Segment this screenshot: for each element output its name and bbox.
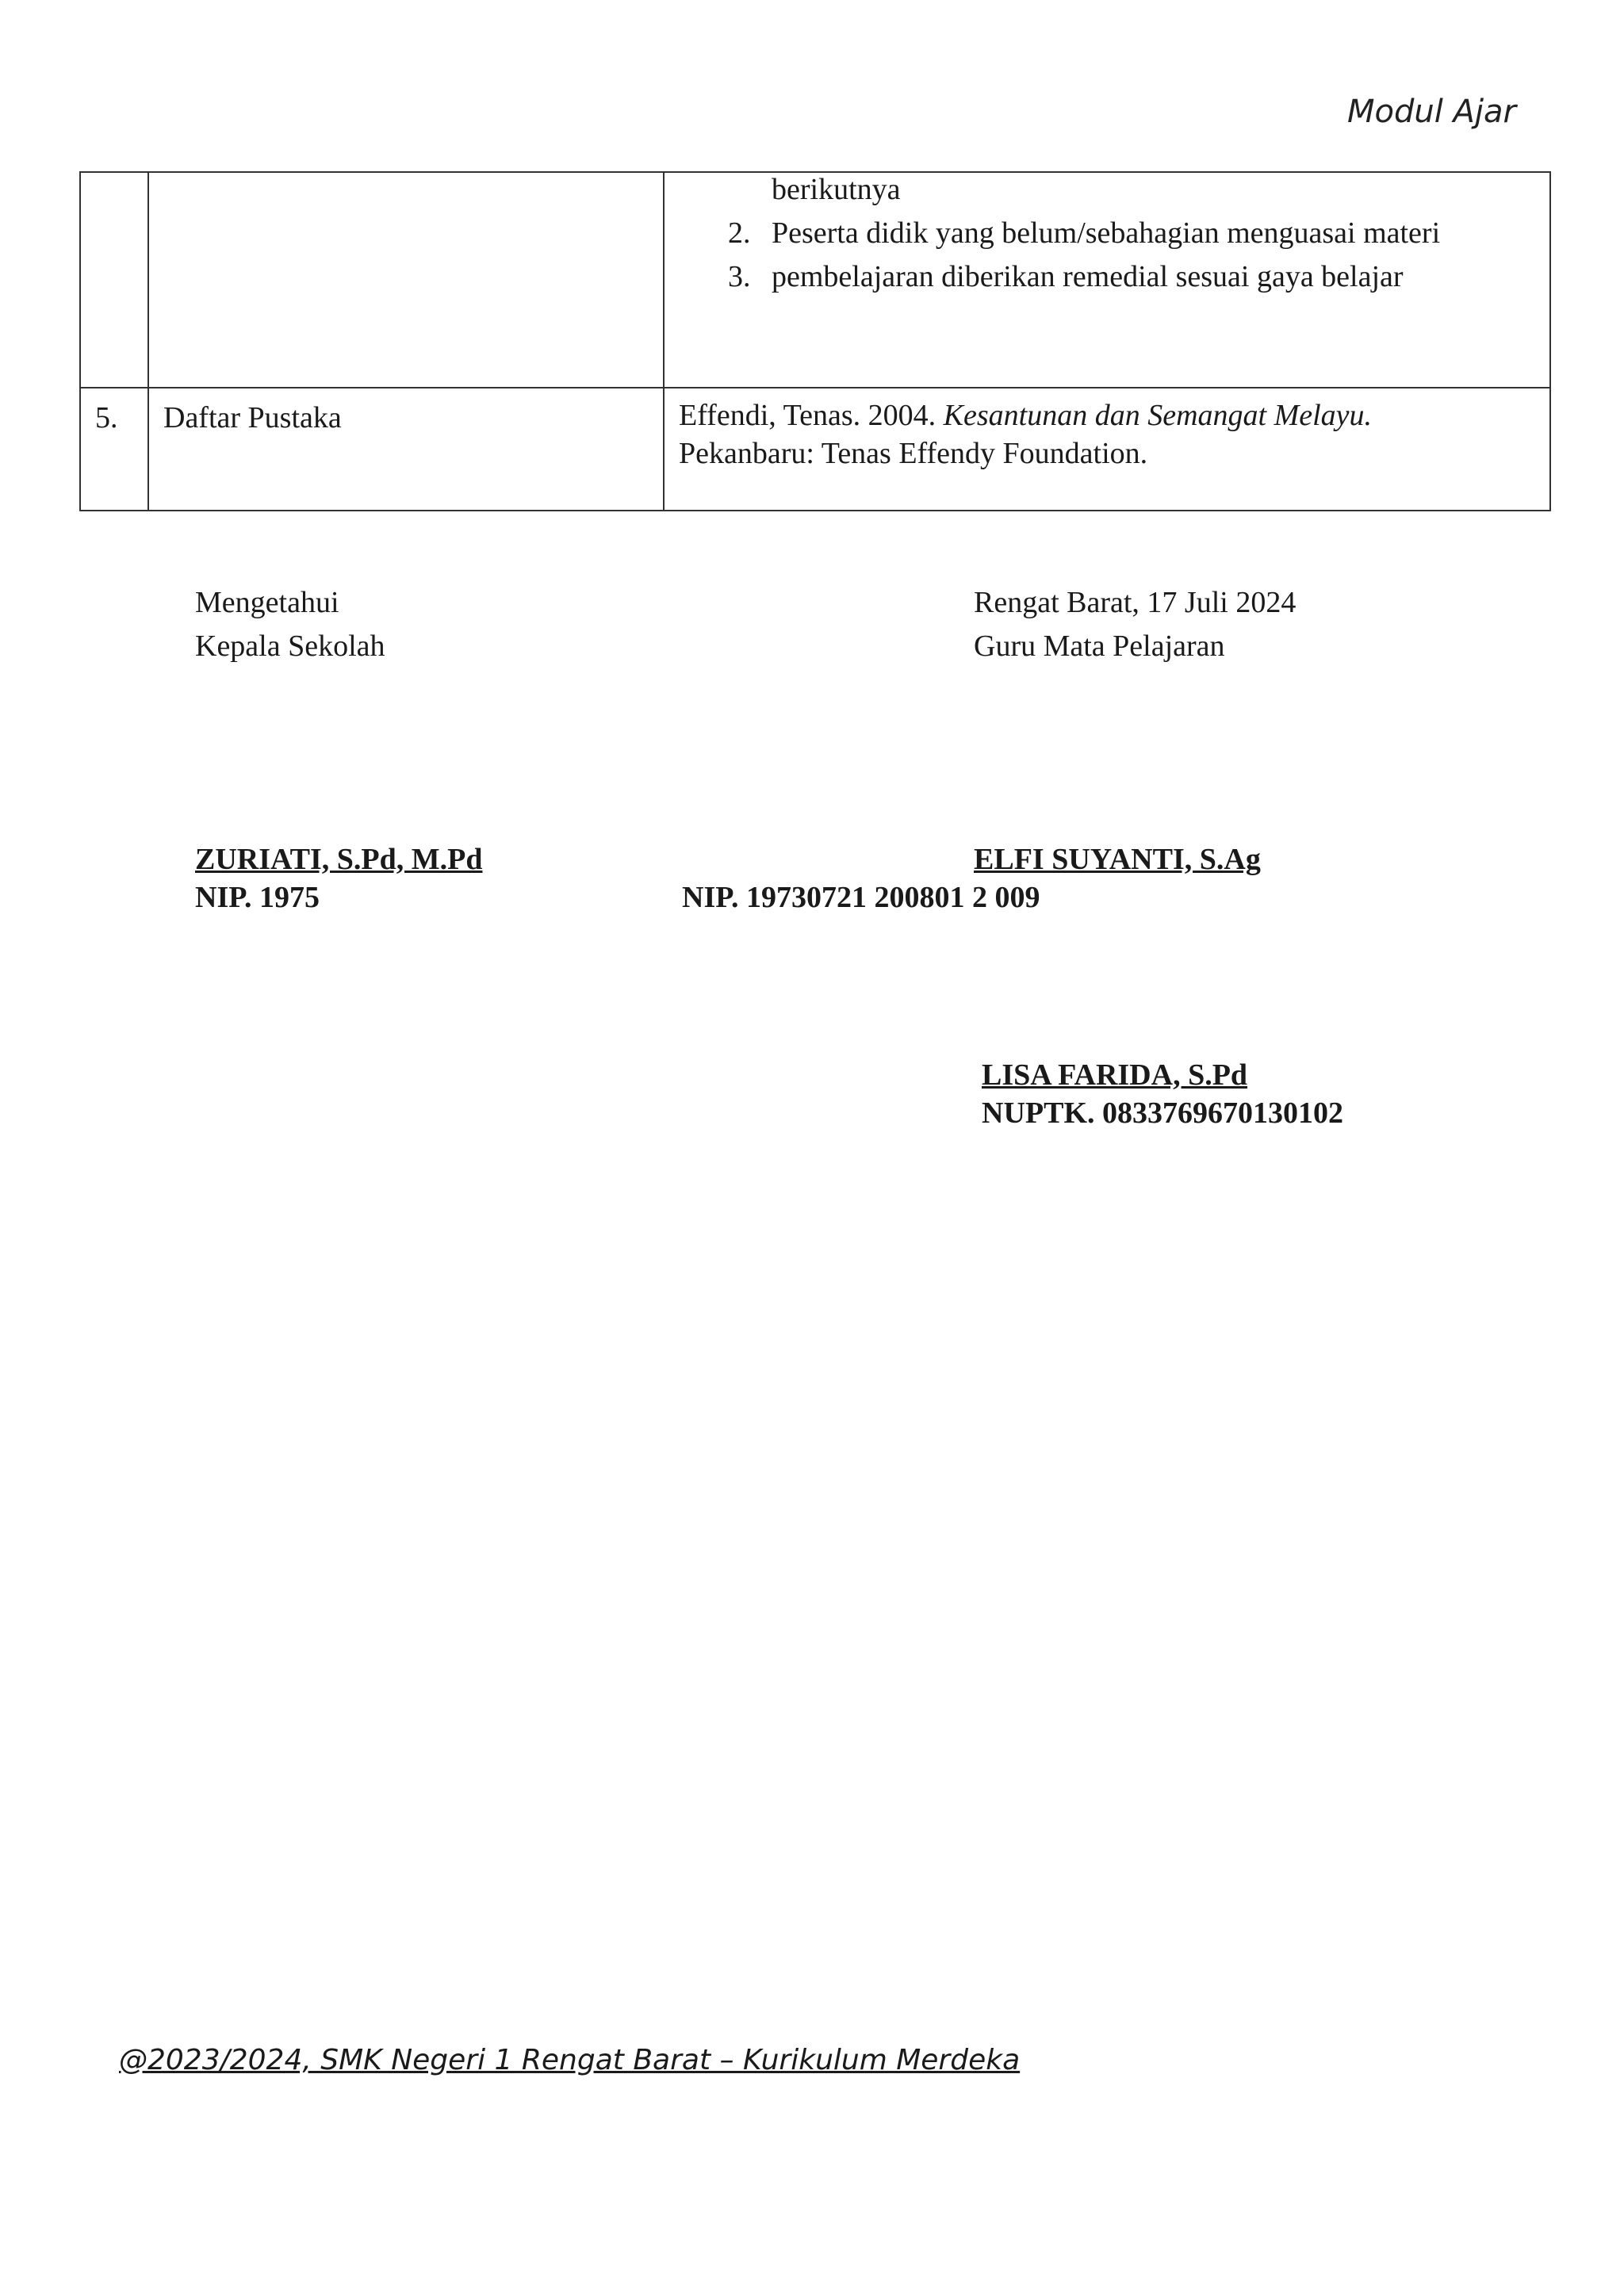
list-item-text: Peserta didik yang belum/sebahagian menguasai materi [772,216,1441,250]
list-item-text: pembelajaran diberikan remedial sesuai gaya belajar [772,260,1404,293]
right-sig-line1: Rengat Barat, 17 Juli 2024 [974,586,1297,619]
reference-cell [664,388,1550,511]
left-sig-line1: Mengetahui [195,586,339,619]
list-item [728,212,1549,255]
table-row [80,172,1550,388]
detail-cell [664,172,1550,388]
third-nuptk: NUPTK. 0833769670130102 [982,1096,1343,1130]
row-number: 5. [80,388,148,511]
left-signature-heading [195,581,385,668]
reference-title: Kesantunan dan Semangat Melayu. [943,399,1373,432]
principal-nip: NIP. 1975 [195,881,320,914]
row-label: Daftar Pustaka [148,388,664,511]
footer-text: @2023/2024, SMK Negeri 1 Rengat Barat – Kurikulum Merdeka [119,2044,1021,2076]
label-cell-empty [148,172,664,388]
remedial-list [665,168,1549,299]
header-label: Modul Ajar [1347,94,1516,130]
principal-name: ZURIATI, S.Pd, M.Pd [195,843,483,876]
list-item [728,255,1549,299]
teacher-name: ELFI SUYANTI, S.Ag [974,843,1261,876]
right-signature-heading [974,581,1296,668]
list-continuation: berikutnya [772,173,901,206]
list-item-number: 3. [728,260,751,293]
third-name: LISA FARIDA, S.Pd [982,1058,1248,1092]
content-table [79,171,1551,511]
reference-publisher: Pekanbaru: Tenas Effendy Foundation. [679,437,1148,470]
list-item-number: 2. [728,216,751,250]
teacher-nip: NIP. 19730721 200801 2 009 [682,881,1040,914]
right-sig-line2: Guru Mata Pelajaran [974,629,1225,663]
table-row [80,388,1550,511]
num-cell-empty [80,172,148,388]
reference-author: Effendi, Tenas. 2004. [679,399,944,432]
left-sig-line2: Kepala Sekolah [195,629,385,663]
